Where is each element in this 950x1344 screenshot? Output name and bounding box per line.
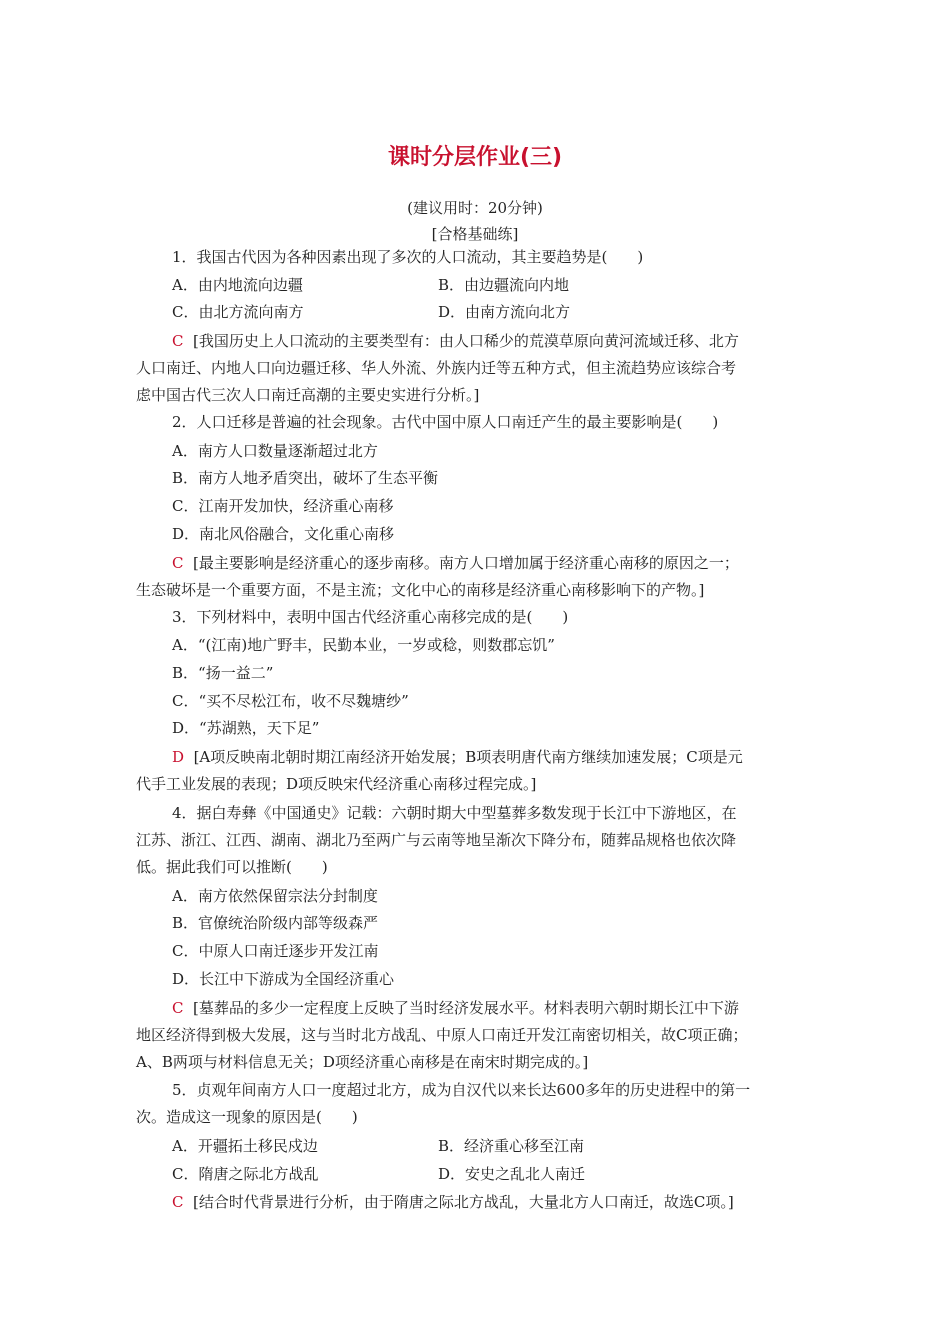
question-3-option-c: C．“买不尽松江布，收不尽魏塘纱” [172,692,409,710]
question-2-option-c: C．江南开发加快，经济重心南移 [172,497,394,515]
question-1-option-c: C．由北方流向南方 [172,303,304,321]
question-5-stem-line-2: 次。造成这一现象的原因是( ) [136,1108,358,1126]
question-3-explanation-line-2: 代手工业发展的表现；D项反映宋代经济重心南移过程完成。] [136,775,537,793]
question-1-option-b: B．由边疆流向内地 [438,276,570,294]
question-2-answer: C [172,554,184,572]
question-1-option-d: D．由南方流向北方 [438,303,571,321]
question-2-option-b: B．南方人地矛盾突出，破坏了生态平衡 [172,469,439,487]
question-4-stem-line-2: 江苏、浙江、江西、湖南、湖北乃至两广与云南等地呈渐次下降分布，随葬品规格也依次降 [136,831,737,849]
question-3-explanation-line-1: D [A项反映南北朝时期江南经济开始发展；B项表明唐代南方继续加速发展；C项是元 [172,748,743,766]
question-4-explanation-line-2: 地区经济得到极大发展，这与当时北方战乱、中原人口南迁开发江南密切相关，故C项正确； [136,1026,748,1044]
question-4-answer: C [172,999,184,1017]
question-4-option-c: C．中原人口南迁逐步开发江南 [172,942,379,960]
question-3-stem: 3．下列材料中，表明中国古代经济重心南移完成的是( ) [172,608,569,626]
question-4-explanation-line-1: C [墓葬品的多少一定程度上反映了当时经济发展水平。材料表明六朝时期长江中下游 [172,999,739,1017]
question-1-explanation-line-1: C [我国历史上人口流动的主要类型有：由人口稀少的荒漠草原向黄河流域迁移、北方 [172,332,739,350]
question-5-option-b: B．经济重心移至江南 [438,1137,585,1155]
question-1-option-a: A．由内地流向边疆 [172,276,303,294]
question-3-option-d: D．“苏湖熟，天下足” [172,719,320,737]
question-1-explanation-line-2: 人口南迁、内地人口向边疆迁移、华人外流、外族内迁等五种方式，但主流趋势应该综合考 [136,359,737,377]
question-2-explanation-line-2: 生态破坏是一个重要方面，不是主流；文化中心的南移是经济重心南移影响下的产物。] [136,581,705,599]
question-4-stem-line-3: 低。据此我们可以推断( ) [136,858,328,876]
question-5-option-c: C．隋唐之际北方战乱 [172,1165,319,1183]
question-2-stem: 2．人口迁移是普遍的社会现象。古代中国中原人口南迁产生的最主要影响是( ) [172,413,719,431]
question-1-stem: 1．我国古代因为各种因素出现了多次的人口流动，其主要趋势是( ) [172,248,644,266]
question-2-option-d: D．南北风俗融合，文化重心南移 [172,525,395,543]
question-3-option-a: A．“(江南)地广野丰，民勤本业，一岁或稔，则数郡忘饥” [172,636,555,654]
question-5-option-d: D．安史之乱北人南迁 [438,1165,586,1183]
question-4-option-d: D．长江中下游成为全国经济重心 [172,970,395,988]
question-5-stem-line-1: 5．贞观年间南方人口一度超过北方，成为自汉代以来长达600多年的历史进程中的第一 [172,1081,751,1099]
question-2-explanation-line-1: C [最主要影响是经济重心的逐步南移。南方人口增加属于经济重心南移的原因之一； [172,554,739,572]
question-4-stem-line-1: 4．据白寿彝《中国通史》记载：六朝时期大中型墓葬多数发现于长江中下游地区，在 [172,804,737,822]
question-5-option-a: A．开疆拓土移民戍边 [172,1137,318,1155]
section-label: [合格基础练] [431,225,519,243]
question-5-explanation-line-1: C [结合时代背景进行分析，由于隋唐之际北方战乱，大量北方人口南迁，故选C项。] [172,1193,734,1211]
question-4-explanation-line-3: A、B两项与材料信息无关；D项经济重心南移是在南宋时期完成的。] [136,1053,589,1071]
question-4-option-b: B．官僚统治阶级内部等级森严 [172,914,379,932]
question-1-explanation-line-3: 虑中国古代三次人口南迁高潮的主要史实进行分析。] [136,386,480,404]
question-3-option-b: B．“扬一益二” [172,664,274,682]
time-hint: (建议用时：20分钟) [407,199,543,217]
question-4-option-a: A．南方依然保留宗法分封制度 [172,887,378,905]
question-2-option-a: A．南方人口数量逐渐超过北方 [172,442,378,460]
question-1-answer: C [172,332,184,350]
question-3-answer: D [172,748,185,766]
question-5-answer: C [172,1193,184,1211]
page-title: 课时分层作业(三) [387,145,563,170]
